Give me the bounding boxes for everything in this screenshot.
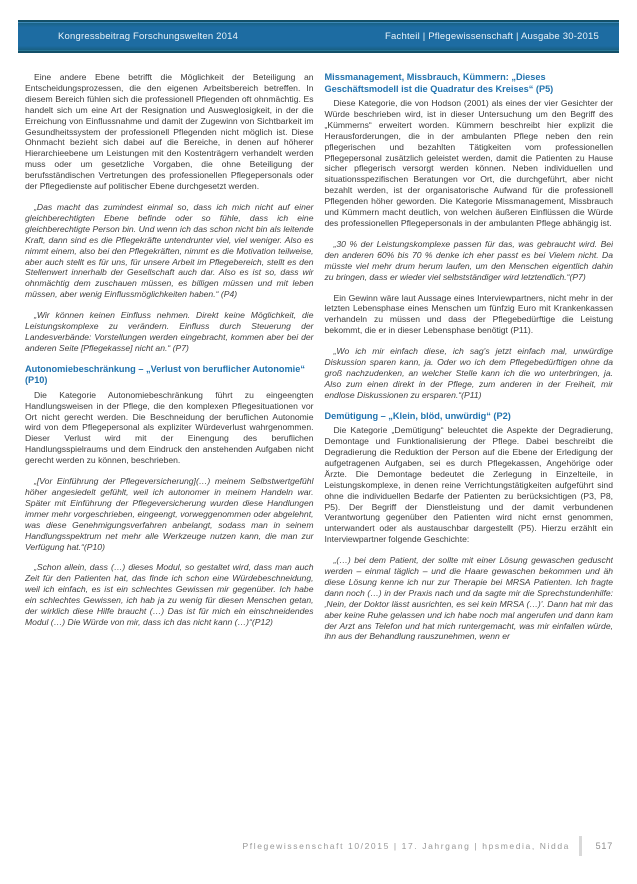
body-paragraph: Die Kategorie „Demütigung“ beleuchtet die Aspekte der Degradierung, Demontage und Funktionalisierung der Pflege. Dabei beschreibt die Degradierung die Reduktion der Person auf die Ebene der Erledigung der aufgetragenen Aufgaben, sei es durch Pflegekassen, Angehörige oder Ärzte. Die Demontage bedeutet die Zerlegung in Einzelteile, in Leistungskomplexe, in denen reine Verrichtungstätigkeiten aufgeführt sind ohne die individuellen Bedarfe der Patienten zu berücksichtigen (P3, P8, P5). Der Begriff der Dienstleistung und der damit verbundenen Verantwortung gegenüber den Patienten wird nicht ernst genommen, unterwandert oder als austauschbar dargestellt (P5). Hierzu erzählt ein Interviewpartner folgende Geschichte:	[324, 425, 613, 545]
quote-paragraph: „(…) bei dem Patient, der sollte mit einer Lösung gewaschen geduscht werden – einmal täglich – und die Haare gewaschen bekommen und äh diese Lösung kenne ich nur zur Therapie bei MRSA Patienten. Ich fragte dann noch (…) in der Praxis nach und da sagte mir die Sprechstundenhilfe: ‚Nein, der Doktor lässt ausrichten, es sei kein MRSA (…)'. Dann hat mir das aber keine Ruhe gelassen und ich habe noch mal angerufen und dann kam der Arzt ans Telefon und hat mich runtergemacht, was mir einfallen würde, ihn aus der Behandlung rauszunehmen, wenn er	[324, 555, 613, 642]
quote-paragraph: „Das macht das zumindest einmal so, dass ich mich nicht auf einer gleichberechtigten Ebene befinde oder so fühle, dass ich eine gleichberechtigte Person bin. Und wenn ich das schon nicht bin als leitende Kraft, dann sind es die Pflegekräfte untendrunter viel, viel weniger. Also es nimmt einem, also bei den Pflegekräften, nimmt es die Motivation teilweise, aber auch stellt es für uns, für unsere Arbeit im Pflegebereich, stellt es den Stellenwert innerhalb der Gesellschaft auch dar. Also es ist so, dass wir ohnmächtig dem zuschauen müssen, es billigen müssen und mit leben müssen, aber wenig Einflussmöglichkeiten haben.“ (P4)	[25, 201, 314, 300]
header-left-label: Kongressbeitrag Forschungswelten 2014	[58, 31, 239, 42]
body-paragraph: Eine andere Ebene betrifft die Möglichkeit der Beteiligung an Entscheidungsprozessen, die den eigenen Arbeitsbereich betreffen. In diesem Bereich fühlen sich die professionell Pflegenden oft ohnmächtig. Es handelt sich um eine Art der Resignation und Ausweglosigkeit, in der die Erreichung von Einflussnahme und damit der Zugewinn von Sichtbarkeit im Gesundheitssystem der professionell Pflegenden nicht möglich ist. Diese Ohnmacht bezieht sich dabei auf die Bereiche, in denen auf höherer Hierarchieebene um Leistungen mit den Kostenträgern verhandelt werden muss oder um gesetzliche Vorgaben, die ohne Beteiligung der berufsständischen Vertretungen des professionellen Pflegepersonals oder der Pflegedienste auf politischer Ebene durchgesetzt werden.	[25, 72, 314, 192]
quote-paragraph: „[Vor Einführung der Pflegeversicherung](…) meinem Selbstwertgefühl höher angesiedelt gefühlt, weil ich autonomer in meinem Handeln war. Später mit Einführung der Pflegeversicherung wurden diese Handlungen immer mehr vorgeschrieben, eingeengt, vorweggenommen oder abgelehnt, was diese Genehmigungsverfahren anbelangt, sodass man in seinem Handlungsspektrum net mehr alle Werkzeuge nutzen kann, die man zur Verfügung hat.“(P10)	[25, 476, 314, 552]
footer-divider	[579, 836, 582, 856]
left-column	[25, 72, 314, 628]
body-paragraph: Die Kategorie Autonomiebeschränkung führt zu eingeengten Handlungsweisen in der Pflege, die den komplexen Pflegesituationen vor Ort nicht gerecht werden. Die Beschneidung der beruflichen Autonomie wird von dem Pflegepersonal als expliziter Würdeverlust wahrgenommen. Dieser Verlust wird mit der Einengung des beruflichen Handlungsspielraums und dem Eindruck den anstehenden Aufgaben nicht gerecht werden zu können, beschrieben.	[25, 389, 314, 466]
header-right-label: Fachteil | Pflegewissenschaft | Ausgabe 30-2015	[385, 31, 599, 42]
body-paragraph: Ein Gewinn wäre laut Aussage eines Interviewpartners, nicht mehr in der letzten Lebensphase eines Menschen um fünfzig Euro mit Krankenkassen verhandeln zu müssen und dass der Pflegebedürftige die Leistung bekommt, die er in dieser Lebensphase benötigt (P11).	[324, 292, 613, 336]
article-body	[25, 72, 613, 828]
quote-paragraph: „Wir können keinen Einfluss nehmen. Direkt keine Möglichkeit, die Leistungskomplexe zu verändern. Einfluss durch Steuerung der Landesverbände: Vorstellungen werden eingebracht, kommen aber bei der anderen Seite [Pflegekasse] nicht an.“ (P7)	[25, 310, 314, 353]
page-number: 517	[595, 841, 613, 851]
footer-journal-line: Pflegewissenschaft 10/2015 | 17. Jahrgang | hpsmedia, Nidda	[242, 841, 570, 851]
page-header-bar	[18, 20, 619, 53]
section-heading: Demütigung – „Klein, blöd, unwürdig“ (P2)	[324, 410, 511, 421]
section-heading: Missmanagement, Missbrauch, Kümmern: „Dieses Geschäftsmodell ist die Quadratur des Kreises“ (P5)	[324, 72, 554, 94]
page-footer	[242, 836, 613, 856]
quote-paragraph: „Wo ich mir einfach diese, ich sag's jetzt einfach mal, unwürdige Diskussion sparen kann, ja. Oder wo ich dem Pflegebedürftigen ohne da groß nachzudenken, an welcher Stelle kann ich die wo unterbringen, ja. Also zum einen direkt in der Pflege, zum anderen in der Freiheit, mir endlose Diskussionen zu ersparen.“(P11)	[324, 346, 613, 400]
body-paragraph: Diese Kategorie, die von Hodson (2001) als eines der vier Gesichter der Würde beschrieben wird, ist in dieser Untersuchung um den Begriff des „Kümmerns“ erweitert worden. Kümmern beschreibt hier explizit die Herausforderungen, die in der ambulanten Pflege neben den rein pflegerischen und bezahlten Tätigkeiten vom professionellen Pflegepersonal zusätzlich geleistet werden, damit die Patienten zu Hause sicher pflegerisch versorgt werden können. Neben individuellen und situationsspezifischen Beratungen vor Ort, die durchgeführt, aber nicht bezahlt werden, ist der organisatorische Aufwand für die professionell Pflegenden höher geworden. Die Kategorie Missmanagement, Missbrauch und Kümmern macht deutlich, von welchen äußeren Einflüssen die Würde des professionellen Pflegepersonals in der ambulanten Pflege abhängig ist.	[324, 98, 613, 228]
quote-paragraph: „Schon allein, dass (…) dieses Modul, so gestaltet wird, dass man auch Zeit für den Patienten hat, das finde ich schon eine Würdebeschneidung, weil ich einfach, es ist ein schlechtes Gewissen mir gegenüber. Ich habe ein schlechtes Gewissen, ich hab ja zu wenig für diesen Menschen getan, der wirklich diese Hilfe braucht (…) Das ist für mich ein einschneidendes Modul (…) Die Würde von mir, dass ich das nicht kann (…)“(P12)	[25, 562, 314, 627]
right-column	[325, 72, 614, 642]
quote-paragraph: „30 % der Leistungskomplexe passen für das, was gebraucht wird. Bei den anderen 60% bis 70 % denke ich eher passt es bei Vielem nicht. Da müsste viel mehr drum herum laufen, um den Menschen eigentlich dahin zu bringen, dass er wieder viel selbstständiger wird letztendlich.“(P7)	[324, 238, 613, 282]
section-heading: Autonomiebeschränkung – „Verlust von beruflicher Autonomie“ (P10)	[25, 363, 305, 386]
